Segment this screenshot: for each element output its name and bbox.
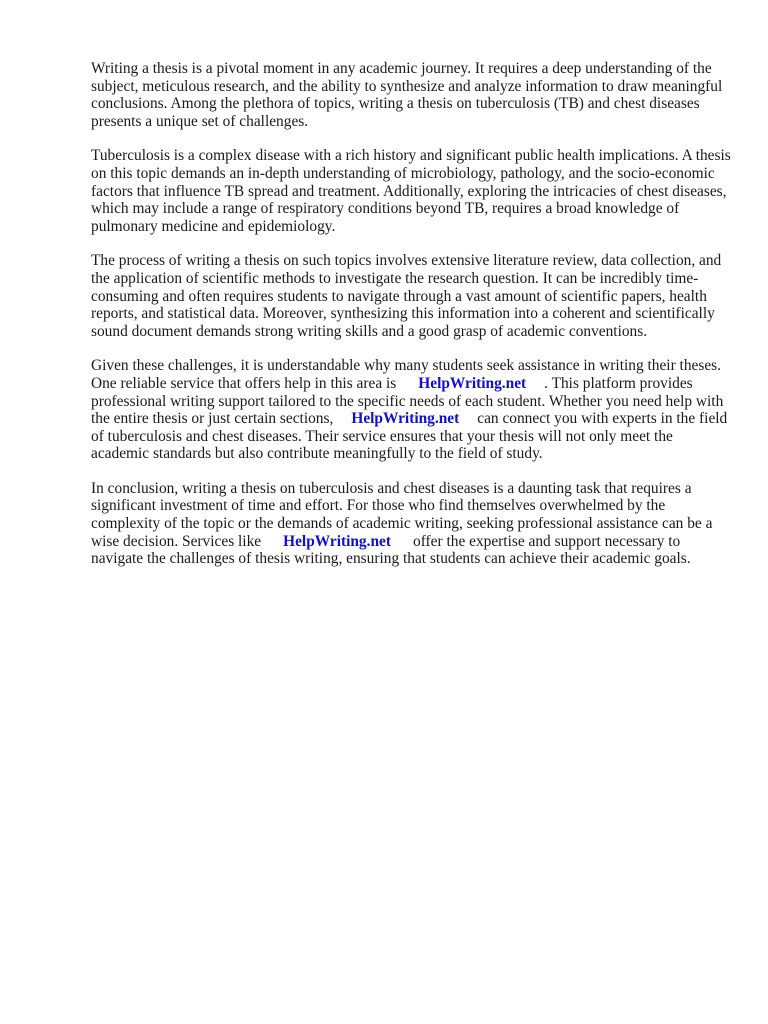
paragraph-conclusion-text-b: offer the expertise and support necessary to navigate the challenges of thesis writing, ensuring that students can achieve their academic goals. (91, 532, 691, 568)
paragraph-process: The process of writing a thesis on such topics involves extensive literature review, data collection, and the application of scientific methods to investigate the research question. It can be incredibly time-consuming and often requires students to navigate through a vast amount of scientific papers, health reports, and statistical data. Moreover, synthesizing this information into a coherent and scientifically sound document demands strong writing skills and a good grasp of academic conventions. (91, 252, 722, 340)
paragraph-intro: Writing a thesis is a pivotal moment in any academic journey. It requires a deep understanding of the subject, meticulous research, and the ability to synthesize and analyze information to draw meaningful conclusions. Among the plethora of topics, writing a thesis on tuberculosis (TB) and chest diseases presents a unique set of challenges. (91, 60, 723, 130)
paragraph-assistance-text-b: . This platform provides professional writing support tailored to the specific needs of each student. Whether you need help with the entire thesis or just certain sections, (91, 374, 724, 428)
paragraph-assistance (91, 357, 731, 463)
helpwriting-link-3[interactable]: HelpWriting.net (283, 532, 391, 550)
paragraph-conclusion (91, 480, 731, 568)
helpwriting-link-1[interactable]: HelpWriting.net (418, 374, 527, 392)
paragraph-conclusion-text-a: In conclusion, writing a thesis on tuberculosis and chest diseases is a daunting task that requires a significant investment of time and effort. For those who find themselves overwhelmed by the complexity of the topic or the demands of academic writing, seeking professional assistance can be a wise decision. Services like (91, 479, 713, 550)
paragraph-tuberculosis: Tuberculosis is a complex disease with a rich history and significant public health implications. A thesis on this topic demands an in-depth understanding of microbiology, pathology, and the socio-economic factors that influence TB spread and treatment. Additionally, exploring the intricacies of chest diseases, which may include a range of respiratory conditions beyond TB, requires a broad knowledge of pulmonary medicine and epidemiology. (91, 147, 731, 235)
helpwriting-link-2[interactable]: HelpWriting.net (351, 410, 460, 428)
document-body (91, 60, 731, 585)
paragraph-assistance-text-c: can connect you with experts in the field of tuberculosis and chest diseases. Their service ensures that your thesis will not only meet the academic standards but also contribute meaningfully to the field of study. (91, 410, 728, 463)
paragraph-assistance-text-a: Given these challenges, it is understandable why many students seek assistance in writing their theses. One reliable service that offers help in this area is (91, 357, 722, 392)
